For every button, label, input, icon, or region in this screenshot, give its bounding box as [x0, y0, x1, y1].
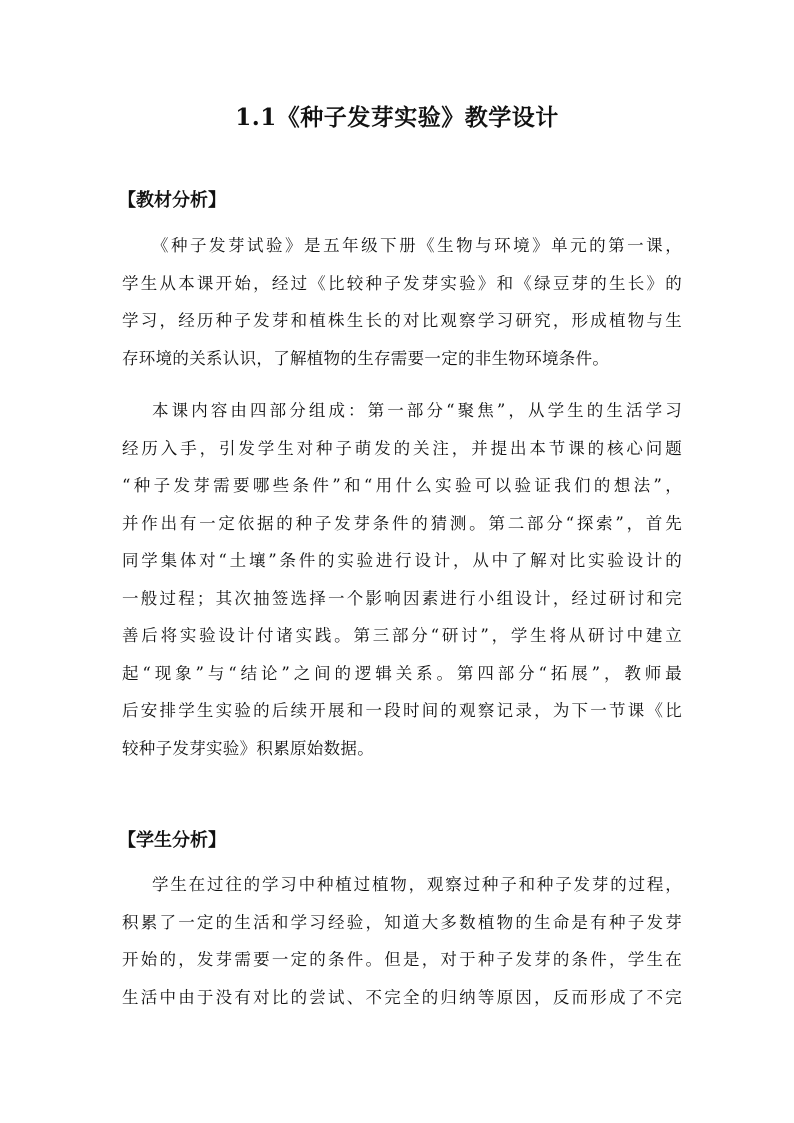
- paragraph-line: 经历入手，引发学生对种子萌发的关注，并提出本节课的核心问题: [122, 438, 682, 458]
- paragraph-line: 存环境的关系认识，了解植物的生存需要一定的非生物环境条件。: [122, 348, 610, 368]
- paragraph-textbook-intro: [122, 227, 682, 377]
- paragraph-line: 同学集体对“土壤”条件的实验进行设计，从中了解对比实验设计的: [122, 551, 682, 570]
- paragraph-line: 学生在过往的学习中种植过植物，观察过种子和种子发芽的过程，: [152, 875, 682, 894]
- section-heading-student-analysis: 【学生分析】: [118, 830, 226, 851]
- paragraph-line: “种子发芽需要哪些条件”和“用什么实验可以验证我们的想法”，: [122, 476, 682, 495]
- paragraph-line: 《种子发芽试验》是五年级下册《生物与环境》单元的第一课，: [152, 236, 682, 255]
- paragraph-line: 积累了一定的生活和学习经验，知道大多数植物的生命是有种子发芽: [122, 912, 682, 932]
- paragraph-line: 开始的，发芽需要一定的条件。但是，对于种子发芽的条件，学生在: [122, 950, 682, 969]
- paragraph-line: 较种子发芽实验》积累原始数据。: [122, 738, 374, 758]
- paragraph-line: 善后将实验设计付诸实践。第三部分“研讨”，学生将从研讨中建立: [122, 626, 682, 645]
- paragraph-lesson-structure: [122, 392, 682, 767]
- paragraph-line: 本课内容由四部分组成：第一部分“聚焦”，从学生的生活学习: [152, 401, 682, 420]
- paragraph-line: 生活中由于没有对比的尝试、不完全的归纳等原因，反而形成了不完: [122, 987, 682, 1007]
- paragraph-line: 后安排学生实验的后续开展和一段时间的观察记录，为下一节课《比: [122, 701, 682, 720]
- paragraph-line: 一般过程；其次抽签选择一个影响因素进行小组设计，经过研讨和完: [122, 588, 682, 608]
- paragraph-student-analysis: [122, 866, 682, 1016]
- paragraph-line: 学生从本课开始，经过《比较种子发芽实验》和《绿豆芽的生长》的: [122, 273, 682, 293]
- page-title: 1.1《种子发芽实验》教学设计: [235, 104, 559, 131]
- paragraph-line: 并作出有一定依据的种子发芽条件的猜测。第二部分“探索”，首先: [122, 513, 682, 533]
- section-heading-textbook-analysis: 【教材分析】: [118, 190, 226, 211]
- paragraph-line: 起“现象”与“结论”之间的逻辑关系。第四部分“拓展”，教师最: [122, 663, 682, 683]
- paragraph-line: 学习，经历种子发芽和植株生长的对比观察学习研究，形成植物与生: [122, 311, 682, 330]
